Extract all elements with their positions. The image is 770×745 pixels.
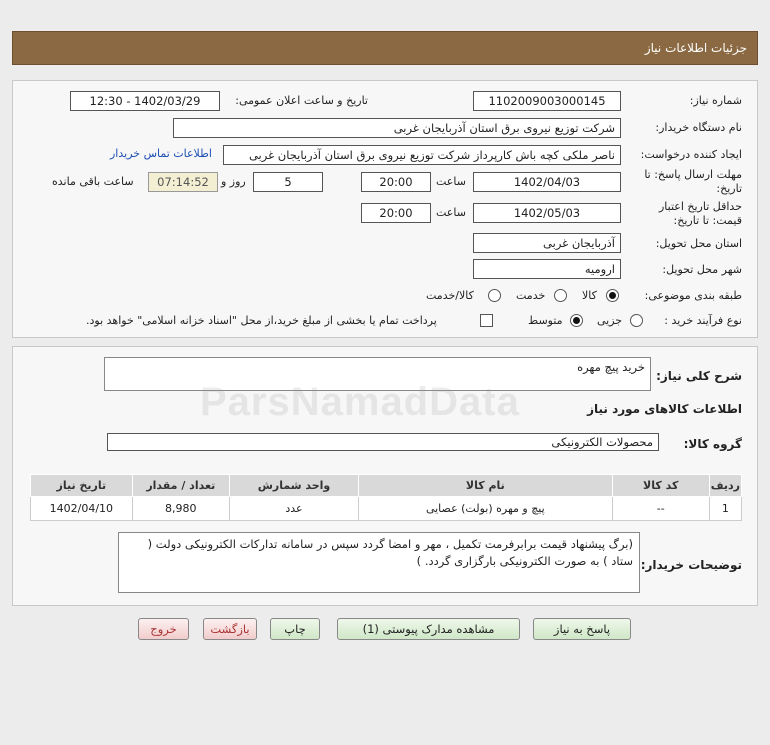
validity-label-line1: حداقل تاریخ اعتبار: [658, 200, 742, 213]
category-option-goods: کالا: [582, 289, 597, 302]
buyer-org-field: شرکت توزیع نیروی برق استان آذربایجان غربی: [173, 118, 621, 138]
process-option-medium: متوسط: [528, 314, 563, 327]
goods-group-label: گروه کالا:: [683, 437, 742, 451]
days-count-field: 5: [253, 172, 323, 192]
deadline-label-line1: مهلت ارسال پاسخ: تا: [644, 168, 742, 181]
need-number-label: شماره نیاز:: [689, 94, 742, 107]
print-button[interactable]: چاپ: [270, 618, 320, 640]
page-header: [12, 31, 758, 65]
deadline-time-field: 20:00: [361, 172, 431, 192]
validity-time-word: ساعت: [436, 206, 466, 219]
process-label: نوع فرآیند خرید :: [664, 314, 742, 327]
col-header-date: تاریخ نیاز: [31, 475, 133, 497]
col-header-unit: واحد شمارش: [229, 475, 358, 497]
col-header-name: نام کالا: [359, 475, 613, 497]
announce-label: تاریخ و ساعت اعلان عمومی:: [235, 94, 368, 107]
days-word: روز و: [221, 175, 246, 188]
remaining-label: ساعت باقی مانده: [52, 175, 134, 188]
items-table: [30, 474, 742, 521]
category-radio-service[interactable]: [554, 289, 567, 302]
page-title: جزئیات اطلاعات نیاز: [644, 41, 747, 55]
table-row: [31, 497, 742, 521]
buyer-notes-field: (برگ پیشنهاد قیمت برابرفرمت تکمیل ، مهر و امضا گردد سپس در سامانه تدارکات الکترونیکی دولت ( ستاد ) به صورت الکترونیکی بارگزاری گردد. ): [118, 532, 640, 593]
back-button[interactable]: بازگشت: [203, 618, 257, 640]
announce-field: 1402/03/29 - 12:30: [70, 91, 220, 111]
category-option-goods-service: کالا/خدمت: [426, 289, 474, 302]
category-radio-goods-service[interactable]: [488, 289, 501, 302]
watermark-text: ParsNamadData: [200, 380, 520, 424]
cell-name: پیچ و مهره (بولت) عصایی: [359, 497, 613, 521]
attachments-button[interactable]: مشاهده مدارک پیوستی (1): [337, 618, 520, 640]
process-radio-minor[interactable]: [630, 314, 643, 327]
reply-button[interactable]: پاسخ به نیاز: [533, 618, 631, 640]
city-field: ارومیه: [473, 259, 621, 279]
treasury-payment-note: پرداخت تمام یا بخشی از مبلغ خرید،از محل "اسناد خزانه اسلامی" خواهد بود.: [86, 314, 437, 327]
col-header-code: کد کالا: [612, 475, 709, 497]
city-label: شهر محل تحویل:: [662, 263, 742, 276]
cell-unit: عدد: [229, 497, 358, 521]
col-header-qty: تعداد / مقدار: [132, 475, 229, 497]
exit-button[interactable]: خروج: [138, 618, 189, 640]
deadline-date-field: 1402/04/03: [473, 172, 621, 192]
cell-qty: 8,980: [132, 497, 229, 521]
cell-code: --: [612, 497, 709, 521]
requester-field: ناصر ملکی کچه باش کارپرداز شرکت توزیع نیروی برق استان آذربایجان غربی: [223, 145, 621, 165]
process-option-minor: جزیی: [597, 314, 623, 327]
buyer-org-label: نام دستگاه خریدار:: [655, 121, 742, 134]
remaining-time-field: 07:14:52: [148, 172, 218, 192]
cell-row: 1: [709, 497, 741, 521]
col-header-row: ردیف: [709, 475, 741, 497]
goods-info-title: اطلاعات کالاهای مورد نیاز: [587, 402, 742, 416]
need-number-field: 1102009003000145: [473, 91, 621, 111]
buyer-notes-label: توضیحات خریدار:: [640, 558, 742, 572]
category-label: طبقه بندی موضوعی:: [644, 289, 742, 302]
goods-group-field: محصولات الکترونیکی: [107, 433, 659, 451]
validity-label-line2: قیمت: تا تاریخ:: [673, 214, 742, 227]
province-label: استان محل تحویل:: [655, 237, 742, 250]
contact-buyer-link[interactable]: اطلاعات تماس خریدار: [110, 147, 212, 160]
category-option-service: خدمت: [516, 289, 546, 302]
validity-time-field: 20:00: [361, 203, 431, 223]
deadline-label: [644, 168, 742, 196]
summary-field: خرید پیچ مهره: [104, 357, 651, 391]
validity-label: [659, 200, 742, 228]
deadline-time-word: ساعت: [436, 175, 466, 188]
requester-label: ایجاد کننده درخواست:: [640, 148, 742, 161]
province-field: آذربایجان غربی: [473, 233, 621, 253]
deadline-label-line2: تاریخ:: [716, 182, 742, 195]
treasury-payment-checkbox[interactable]: [480, 314, 493, 327]
items-table-header: [31, 475, 742, 497]
process-radio-medium[interactable]: [570, 314, 583, 327]
cell-date: 1402/04/10: [31, 497, 133, 521]
validity-date-field: 1402/05/03: [473, 203, 621, 223]
summary-label: شرح کلی نیاز:: [656, 369, 742, 383]
category-radio-goods[interactable]: [606, 289, 619, 302]
